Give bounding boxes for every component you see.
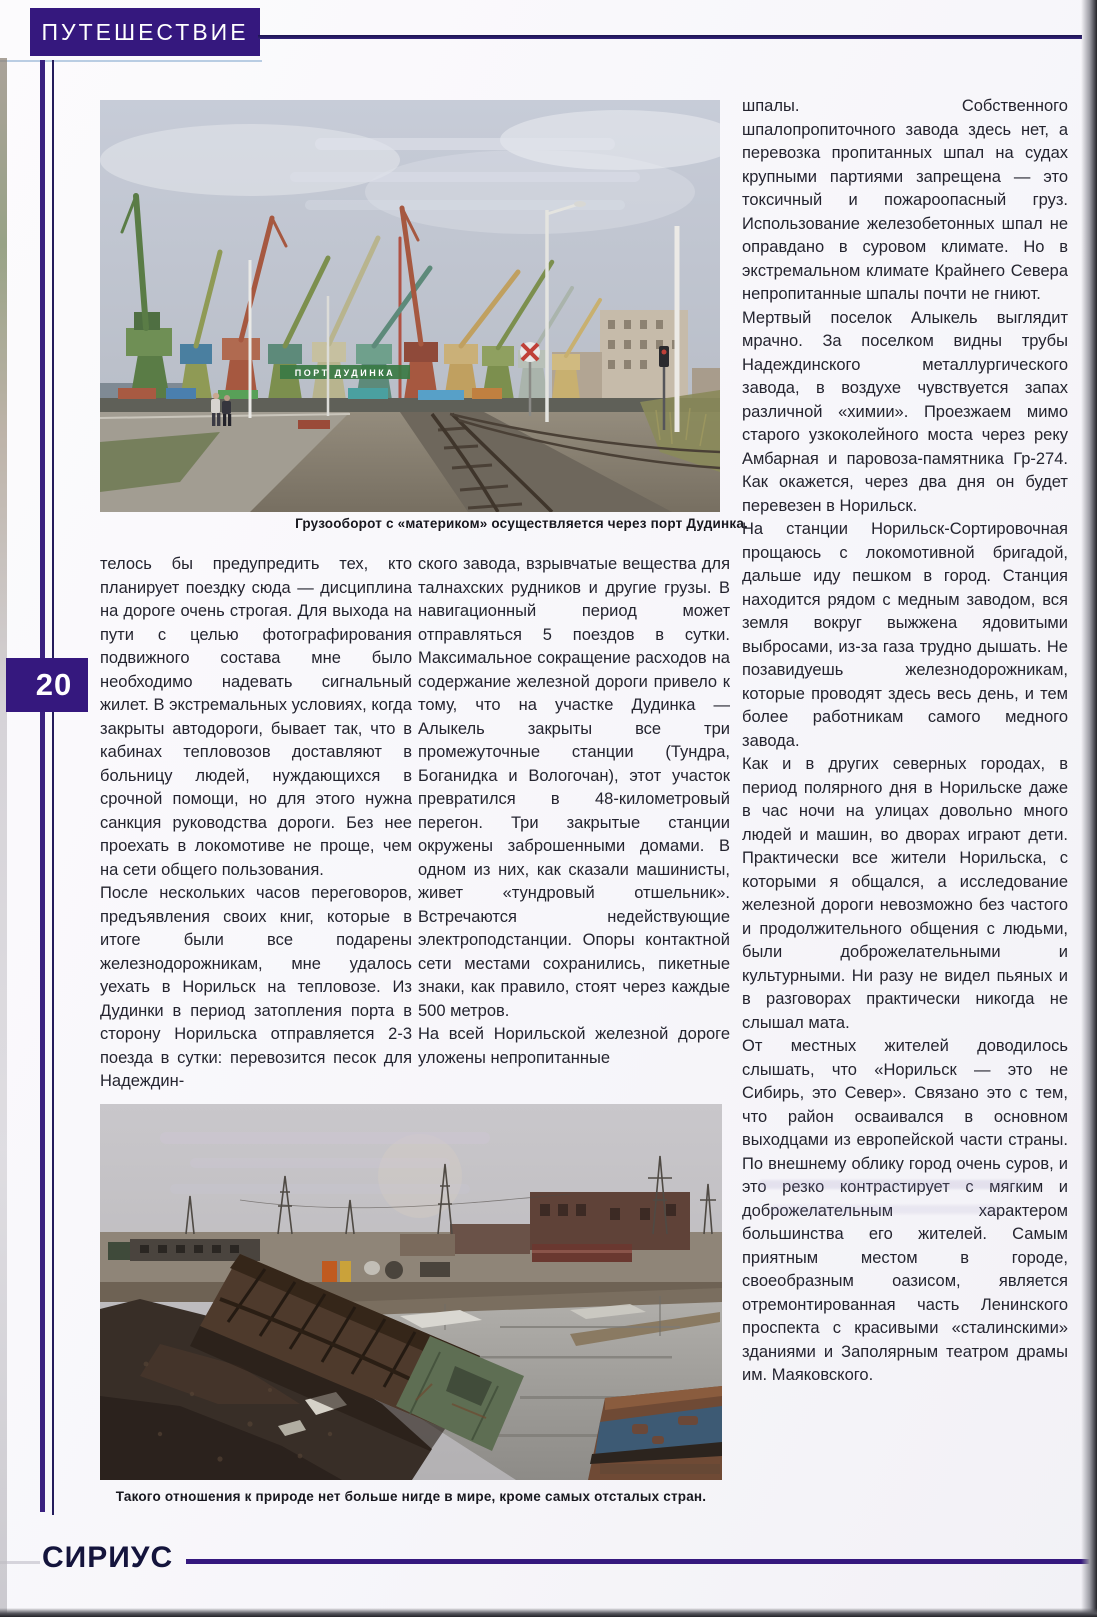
footer-rule xyxy=(186,1559,1097,1564)
photo-port-caption-text: Грузооборот с «материком» осуществляется через порт Дудинка. xyxy=(295,516,748,531)
page-number: 20 xyxy=(35,667,73,702)
photo-port-caption xyxy=(100,516,748,531)
bleed-through-ghost xyxy=(758,1180,1028,1189)
paragraph: После нескольких часов переговоров, предъявления своих книг, которые в итоге были все подарены железнодорожникам, мне удалось уехать в Норильск на тепловозе. Из Дудинки в период затопления порта в сторону Норильска отправляется 2-3 поезда в сутки: перевозится песок для Надеждин- xyxy=(100,884,412,1090)
article-column-left xyxy=(100,553,412,1101)
photo-wreck-caption-text: Такого отношения к природе нет больше нигде в мире, кроме самых отсталых стран. xyxy=(115,1489,707,1504)
photo-wreck-caption xyxy=(100,1489,722,1504)
header-rule xyxy=(258,35,1082,39)
paragraph: Мертвый поселок Алыкель выглядит мрачно. За поселком видны трубы Надеждинского металлургического завода, в воздухе чувствуется запах различной «химии». Проезжаем мимо старого узкоколейного моста через реку Амбарная и паровоза-памятника Гр-274. Как окажется, через два дня он будет перевезен в Норильск. xyxy=(742,308,1068,515)
paragraph: ского завода, взрывчатые вещества для талнахских рудников и другие грузы. В навигационный период может отправляться 5 поездов в сутки. Максимальное сокращение расходов на содержание железной дороги привело к тому, что на участке Дудинка — Алыкель закрыты все три промежуточные станции (Тундра, Боганидка и Вологочан), этот участок превратился в 48-километровый перегон. Три закрытые станции окружены заброшенными домами. В одном из них, как сказали машинисты, живет «тундровый отшельник». Встречаются недействующие электроподстанции. Опоры контактной сети местами сохранились, пикетные знаки, как правило, стоят через каждые 500 метров. xyxy=(418,555,730,1020)
port-sign-text: ПОРТ ДУДИНКА xyxy=(294,368,396,378)
page-number-badge xyxy=(6,658,88,712)
photo-port-dudinka xyxy=(100,100,720,512)
paragraph: Как и в других северных городах, в период полярного дня в Норильске даже в час ночи на улицах довольно много людей и машин, во дворах играют дети. Практически все жители Норильска, с которыми я общался, а исследование железной дороги невозможно без частого и продолжительного общения с людьми, были доброжелательными и культурными. Ни разу не видел пьяных и в разговорах практически никогда не слышал мата. xyxy=(742,755,1068,1032)
paragraph: шпалы. Собственного шпалопропиточного завода здесь нет, а перевозка пропитанных шпал на судах крупными партиями запрещена — это токсичный и пожароопасный груз. Использование железобетонных шпал не оправдано в суровом климате. Но в экстремальном климате Крайнего Севера непропитанные шпалы почти не гниют. xyxy=(742,97,1068,303)
scan-edge-right xyxy=(1081,0,1097,1617)
photo-derailed-wagon xyxy=(100,1104,722,1480)
scan-edge-bottom xyxy=(0,1608,1097,1617)
section-header-label: ПУТЕШЕСТВИЕ xyxy=(41,18,249,45)
paragraph: телось бы предупредить тех, кто планирует поездку сюда — дисциплина на дороге очень строгая. Для выхода на пути с целью фотографирования подвижного состава мне было необходимо надевать сигнальный жилет. В экстремальных условиях, когда закрыты автодороги, бывает так, что в кабинах тепловозов доставляют в больницу людей, нуждающихся в срочной помощи, но для этого нужна санкция руководства дороги. Без нее проехать в локомотиве не проще, чем на сети общего пользования. xyxy=(100,555,412,879)
paragraph: От местных жителей доводилось слышать, что «Норильск — это не Сибирь, это Север». Связано это с тем, что район осваивался в основном выходцами из европейской части страны. По внешнему облику город очень суров, и это резко контрастирует с мягким и доброжелательным характером большинства его жителей. Самым приятным местом в городе, своеобразным оазисом, является отремонтированная часть Ленинского проспекта с красивыми «сталинскими» зданиями и Заполярным театром драмы им. Маяковского. xyxy=(742,1037,1068,1384)
paragraph: На станции Норильск-Сортировочная прощаюсь с локомотивной бригадой, дальше иду пешком в город. Станция находится рядом с медным заводом, вся земля вокруг выжжена ядовитыми выбросами, из-за газа трудно дышать. Не позавидуешь железнодорожникам, которые проводят здесь весь день, и тем более работникам самого медного завода. xyxy=(742,520,1068,750)
bleed-through-ghost xyxy=(770,1205,1000,1214)
paragraph: На всей Норильской железной дороге уложены непропитанные xyxy=(418,1025,730,1067)
magazine-name: СИРИУС xyxy=(42,1541,174,1574)
article-column-middle xyxy=(418,553,730,1101)
scan-edge-left xyxy=(0,58,7,1617)
margin-line-thick xyxy=(40,60,45,1512)
section-header xyxy=(30,8,260,56)
margin-line-thin xyxy=(52,60,54,1515)
